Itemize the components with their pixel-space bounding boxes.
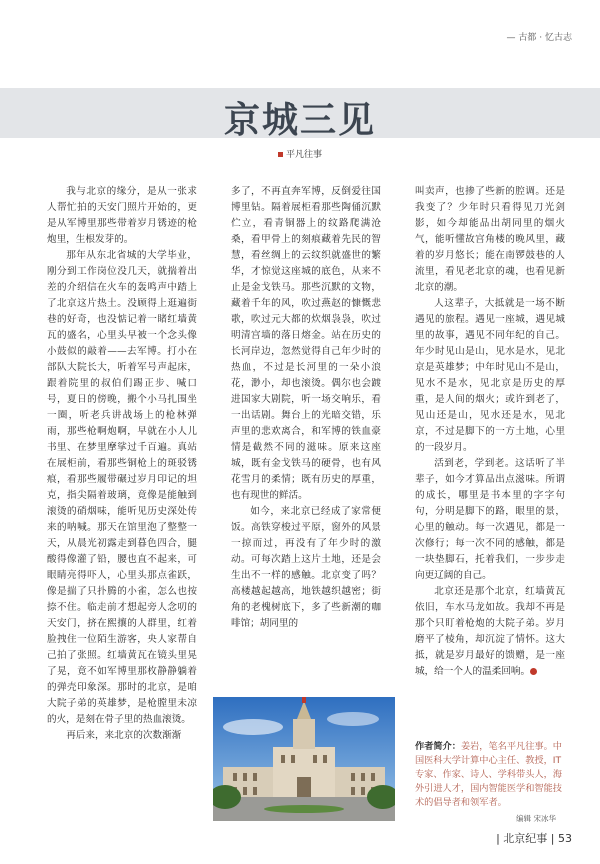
column-marker-icon xyxy=(278,152,283,157)
end-mark-icon xyxy=(530,668,537,675)
article-title: 京城三见 xyxy=(223,99,376,141)
paragraph: 再后来，来北京的次数渐渐 xyxy=(66,730,182,741)
paragraph: 叫卖声，也掺了些新的腔调。还是我变了？少年时只看得见刀光剑影，如今却能品出胡同里的烟火气，能听懂故宫角楼的晚风里，藏着的岁月悠长；能在南锣鼓巷的人流里，看见老北京的魂，也看见新北京的潮。 xyxy=(415,186,565,293)
editor-credit: 编辑 宋冰华 xyxy=(516,814,556,823)
paragraph: 那年从东北省城的大学毕业，刚分到工作岗位没几天，就揣着出差的介绍信在火车的轰鸣声中踏上了北京这片热土。没顾得上逛遍街巷的好奇，也没惦记着一睹红墙黄瓦的盛名，心里头早被一个念头像小鼓似的敲着——去军博。打小在部队大院长大，听着军号声起床，跟着院里的叔伯们踢正步、喊口号，夏日的傍晚，搬个小马扎围坐一圈，听老兵讲战场上的枪林弹雨，那些枪啊炮啊，早就在小人儿书里、在梦里摩挲过千百遍。真站在展柜前，看那些铜枪上的斑驳锈痕，看那些履带碾过岁月印记的坦克，指尖隔着玻璃，竟像是能触到滚烫的硝烟味，能听见历史深处传来的呐喊。那天在馆里泡了整整一天，从晨光初露走到暮色四合，腿酸得像灌了铅，腰也直不起来，可眼睛亮得吓人，心里头那点雀跃，像是揣了只扑腾的小雀，怎么也按捺不住。临走前才想起旁人念叨的天安门，挤在熙攘的人群里，红着脸拽住一位陌生游客，央人家帮自己拍了张照。红墙黄瓦在镜头里晃了晃，竟不如军博里那枚静静躺着的弹壳印象深。那时的北京，是咱大院子弟的英雄梦，是枪膛里未凉的火，是刻在骨子里的热血滚烫。 xyxy=(47,250,197,725)
magazine-name: 北京纪事 xyxy=(503,832,548,845)
paragraph: 活到老，学到老。这话听了半辈子，如今才算品出点滋味。所谓的成长，哪里是书本里的字字句句，分明是脚下的路，眼里的景，心里的触动。每一次遇见，都是一次修行；每一次不同的感触，都是一块垫脚石，托着我们，一步步走向更辽阔的自己。 xyxy=(415,458,565,581)
author-label: 作者简介： xyxy=(415,741,461,752)
paragraph: 人这辈子，大抵就是一场不断遇见的旅程。遇见一座城，遇见城里的故事，遇见不同年纪的自己。年少时见山是山，见水是水，见北京是英雄梦；中年时见山不是山，见水不是水，见北京是历史的厚重，是人间的烟火；或许到老了，见山还是山，见水还是水，见北京，不过是脚下的一方土地，心里的一段岁月。 xyxy=(415,298,565,453)
section-tag: — 古都 · 忆古志 xyxy=(506,33,572,43)
page-footer: | 北京纪事 | 53 xyxy=(496,832,572,845)
author-bio xyxy=(415,740,563,810)
paragraph: 我与北京的缘分，是从一张求人帮忙拍的天安门照片开始的，更是从军博里那些带着岁月锈迹的枪炮里，生根发芽的。 xyxy=(47,186,197,245)
column-tag-label: 平凡往事 xyxy=(285,150,322,160)
paragraph: 如今，来北京已经成了家常便饭。高铁穿梭过平原，窗外的风景一掠而过，再没有了年少时的激动。可每次踏上这片土地，还是会生出不一样的感触。北京变了吗？高楼越起越高，地铁越织越密；街角的老槐树底下，多了些新潮的咖啡馆；胡同里的 xyxy=(231,506,381,629)
museum-photo xyxy=(213,697,395,821)
author-bio-text: 姜岩，笔名平凡往事。中国医科大学计算中心主任、教授，IT专家、作家、诗人、学科带头人，海外引进人才，国内智能医学和智能技术的倡导者和领军者。 xyxy=(415,741,562,808)
page-number: 53 xyxy=(558,832,572,845)
text-column-3 xyxy=(415,184,565,680)
paragraph: 多了，不再直奔军博，反倒爱往国博里钻。隔着展柜看那些陶俑沉默伫立，看青铜器上的纹路爬满沧桑，看甲骨上的刻痕藏着先民的智慧，看丝绸上的云纹织就盛世的繁华，才惊觉这座城的底色，从来不止是金戈铁马。那些沉默的文物，藏着千年的风，吹过燕赵的慷慨悲歌，吹过元大都的炊烟袅袅，吹过明清宫墙的落日熔金。站在历史的长河岸边，忽然觉得自己年少时的热血，不过是长河里的一朵小浪花，渺小，却也滚烫。偶尔也会踱进国家大剧院，听一场交响乐，看一出话剧。舞台上的光暗交错，乐声里的悲欢离合，和军博的铁血豪情是截然不同的滋味。原来这座城，既有金戈铁马的硬骨，也有风花雪月的柔情；既有历史的厚重，也有现世的鲜活。 xyxy=(231,186,381,501)
paragraph xyxy=(415,584,565,680)
text-column-2 xyxy=(231,184,381,632)
column-tag xyxy=(0,147,600,160)
text-column-1 xyxy=(47,184,197,744)
paragraph-text: 北京还是那个北京，红墙黄瓦依旧，车水马龙如故。我却不再是那个只盯着枪炮的大院子弟。岁月磨平了棱角，却沉淀了情怀。这大抵，就是岁月最好的馈赠，是一座城，给一个人的温柔回响。 xyxy=(415,586,565,677)
